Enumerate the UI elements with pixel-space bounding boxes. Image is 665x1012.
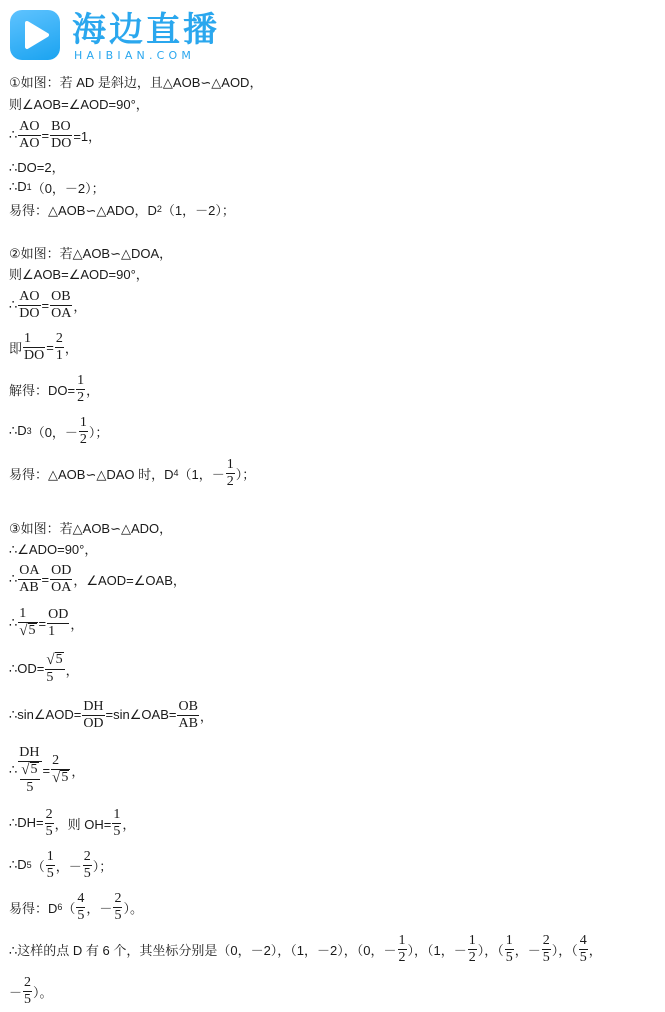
fraction: $\frac{OD}{1}$ — [48, 606, 69, 639]
case3-line1: ③如图：若△AOB∽△ADO， — [9, 520, 173, 536]
sqrt: √ 5 — [52, 770, 69, 786]
fraction: √ 5 5 — [21, 761, 38, 795]
case3-line5: ∴OD= √ 5 5 ， — [9, 652, 79, 685]
fraction: $\frac{2}{5}$ — [542, 932, 550, 965]
case3-line7: ∴ DH √ 5 5 = 2 √ 5 ， — [9, 744, 85, 795]
case3-line3: ∴ $\frac{OA}{AB}$ = $\frac{OD}{OA}$ ，∠AOD=∠OAB， — [9, 562, 186, 595]
fraction: √ 5 5 — [46, 652, 63, 685]
fraction: $\frac{4}{5}$ — [77, 890, 85, 923]
fraction: $\frac{2}{1}$ — [55, 330, 63, 363]
fraction: $\frac{1}{5}$ — [113, 806, 121, 839]
case1-line3: ∴ $\frac{AO}{AO}$ = $\frac{BO}{DO}$ =1， — [9, 118, 102, 151]
case3-line2: ∴∠ADO=90°， — [9, 541, 98, 557]
fraction: $\frac{1}{5}$ — [505, 932, 513, 965]
sqrt: √ 5 — [19, 623, 36, 639]
logo-subtitle: HAIBIAN.COM — [74, 49, 196, 62]
fraction: $\frac{2}{5}$ — [45, 806, 53, 839]
case3-line8: ∴DH= $\frac{2}{5}$ ，则 OH= $\frac{1}{5}$ ， — [9, 806, 136, 839]
case1-line2: 则∠AOB=∠AOD=90°， — [9, 96, 149, 112]
logo-badge — [10, 10, 60, 60]
case2-line5: 解得：DO= $\frac{1}{2}$ ， — [9, 372, 100, 405]
fraction: $\frac{4}{5}$ — [579, 932, 587, 965]
fraction: $\frac{2}{5}$ — [114, 890, 122, 923]
site-logo[interactable] — [10, 10, 270, 62]
case2-line6: ∴D 3 （0，－ $\frac{1}{2}$ ）； — [9, 414, 109, 447]
case1-line6: 易得：△AOB∽△ADO，D 2 （1，－2）； — [9, 202, 235, 218]
fraction: $\frac{1}{2}$ — [226, 456, 234, 489]
fraction: $\frac{OB}{OA}$ — [51, 288, 72, 321]
fraction: $\frac{AO}{AO}$ — [19, 118, 40, 151]
case3-line4: ∴ 1 √ 5 = $\frac{OD}{1}$ ， — [9, 606, 84, 639]
case1-line1: ①如图：若 AD 是斜边，且△AOB∽△AOD， — [9, 74, 263, 90]
case2-line2: 则∠AOB=∠AOD=90°， — [9, 266, 149, 282]
case1-line4: ∴DO=2， — [9, 159, 65, 175]
case3-line9: ∴D 5 （ $\frac{1}{5}$ ，－ $\frac{2}{5}$ ）； — [9, 848, 113, 881]
logo-title: 海边直播 — [72, 10, 220, 50]
fraction: $\frac{1}{5}$ — [46, 848, 54, 881]
fraction: $\frac{1}{2}$ — [468, 932, 476, 965]
fraction: $\frac{1}{2}$ — [398, 932, 406, 965]
case2-line3: ∴ $\frac{AO}{DO}$ = $\frac{OB}{OA}$ ， — [9, 288, 87, 321]
solution-content — [9, 70, 659, 1012]
fraction: $\frac{OA}{AB}$ — [19, 562, 40, 595]
fraction: 2 √ 5 — [52, 753, 69, 786]
fraction: $\frac{BO}{DO}$ — [51, 118, 72, 151]
fraction: $\frac{2}{5}$ — [24, 974, 32, 1007]
summary-line2: － $\frac{2}{5}$ ）。 — [9, 974, 53, 1007]
case2-line4: 即 $\frac{1}{DO}$ = $\frac{2}{1}$ ， — [9, 330, 78, 363]
fraction: $\frac{OD}{OA}$ — [51, 562, 72, 595]
case1-line5: ∴D 1 （0，－2）； — [9, 179, 105, 196]
fraction: $\frac{1}{2}$ — [79, 414, 87, 447]
case3-line6: ∴sin∠AOD= $\frac{DH}{OD}$ =sin∠OAB= $\frac{OB}{AB}$ ， — [9, 698, 213, 731]
fraction: $\frac{OB}{AB}$ — [178, 698, 198, 731]
fraction: $\frac{AO}{DO}$ — [19, 288, 40, 321]
case3-line10: 易得：D 6 （ $\frac{4}{5}$ ，－ $\frac{2}{5}$ ）。 — [9, 890, 143, 923]
fraction: $\frac{2}{5}$ — [83, 848, 91, 881]
fraction: $\frac{1}{2}$ — [77, 372, 85, 405]
sqrt: √ 5 — [46, 652, 63, 668]
case2-line1: ②如图：若△AOB∽△DOA， — [9, 245, 173, 261]
play-icon — [10, 10, 60, 60]
fraction: $\frac{DH}{OD}$ — [83, 698, 104, 731]
fraction: DH √ 5 5 — [19, 744, 40, 795]
case2-line7: 易得：△AOB∽△DAO 时，D 4 （1，－ $\frac{1}{2}$ ）； — [9, 456, 256, 489]
sqrt: √ 5 — [21, 761, 38, 778]
fraction: 1 √ 5 — [19, 606, 36, 639]
summary-line1: ∴这样的点 D 有 6 个，其坐标分别是（0，－2），（1，－2），（0，－ $\frac{1}{2}$ ），（1，－ $\frac{1}{2}$ ），（ $\frac{1}{5}$ ，－ $\frac{2}{5}$ ），（ $\frac{4}{5}$ ， — [9, 932, 602, 965]
fraction: $\frac{1}{DO}$ — [24, 330, 45, 363]
